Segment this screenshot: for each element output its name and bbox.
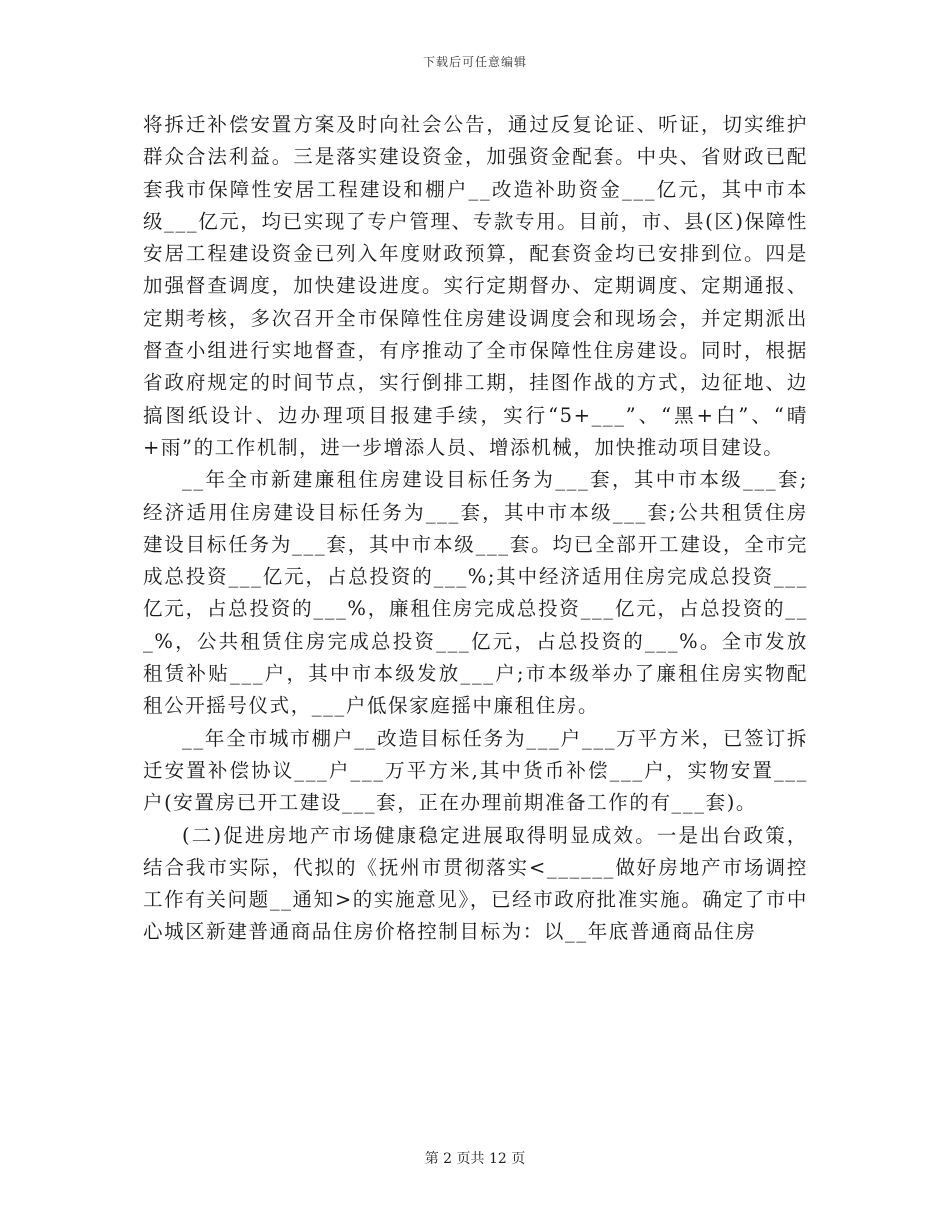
page-footer: 第 2 页共 12 页 — [424, 1151, 526, 1167]
paragraph-3: __年全市城市棚户__改造目标任务为___户___万平方米，已签订拆迁安置补偿协议___户___万平方米,其中货币补偿___户，实物安置___户(安置房已开工建设___套，正在办理前期准备工作的有___套)。 — [143, 726, 808, 815]
paragraph-2: __年全市新建廉租住房建设目标任务为___套，其中市本级___套;经济适用住房建设目标任务为___套，其中市本级___套;公共租赁住房建设目标任务为___套，其中市本级___套。均已全部开工建设，全市完成总投资___亿元，占总投资的___%;其中经济适用住房完成总投资___亿元，占总投资的___%，廉租住房完成总投资___亿元，占总投资的___%，公共租赁住房完成总投资___亿元，占总投资的___%。全市发放租赁补贴___户，其中市本级发放___户;市本级举办了廉租住房实物配租公开摇号仪式，___户低保家庭摇中廉租住房。 — [143, 468, 808, 718]
paragraph-1: 将拆迁补偿安置方案及时向社会公告，通过反复论证、听证，切实维护群众合法利益。三是落实建设资金，加强资金配套。中央、省财政已配套我市保障性安居工程建设和棚户__改造补助资金___亿元，其中市本级___亿元，均已实现了专户管理、专款专用。目前，市、县(区)保障性安居工程建设资金已列入年度财政预算，配套资金均已安排到位。四是加强督查调度，加快建设进度。实行定期督办、定期调度、定期通报、定期考核，多次召开全市保障性住房建设调度会和现场会，并定期派出督查小组进行实地督查，有序推动了全市保障性住房建设。同时，根据省政府规定的时间节点，实行倒排工期，挂图作战的方式，边征地、边搞图纸设计、边办理项目报建手续，实行“5+___”、“黑+白”、“晴+雨”的工作机制，进一步增添人员、增添机械，加快推动项目建设。 — [143, 113, 808, 459]
document-body — [143, 109, 808, 949]
paragraph-4: (二)促进房地产市场健康稳定进展取得明显成效。一是出台政策，结合我市实际，代拟的《抚州市贯彻落实<______做好房地产市场调控工作有关问题__通知>的实施意见》，已经市政府批准实施。确定了市中心城区新建普通商品住房价格控制目标为：以__年底普通商品住房 — [143, 823, 808, 944]
page-header: 下载后可任意编辑 — [422, 55, 527, 69]
